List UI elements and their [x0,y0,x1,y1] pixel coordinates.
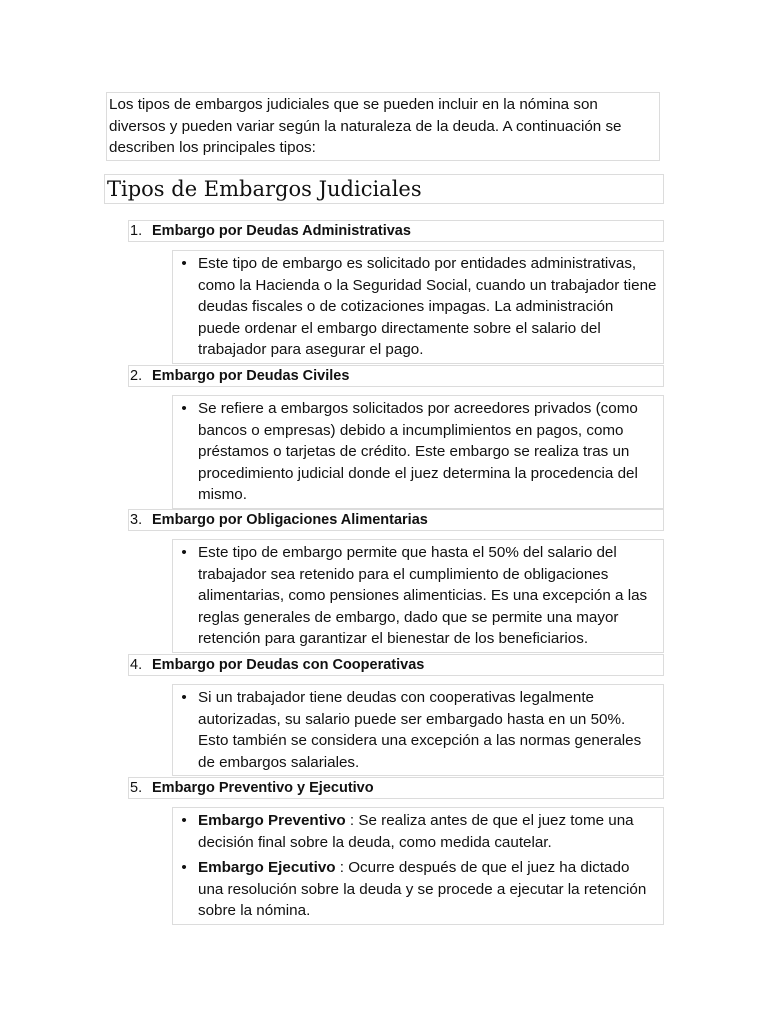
bullet-item [173,685,663,775]
intro-paragraph: Los tipos de embargos judiciales que se pueden incluir en la nómina son diversos y pueden variar según la naturaleza de la deuda. A continuación se describen los principales tipos: [106,92,660,161]
list-item-title-4 [128,654,664,676]
bullet-lead: Embargo Preventivo [198,812,346,829]
bullet-icon: • [181,812,187,829]
bullet-item [173,540,663,652]
list-item-title-3 [128,509,664,531]
list-title-text: Embargo por Obligaciones Alimentarias [152,512,428,528]
section-heading: Tipos de Embargos Judiciales [104,174,664,204]
bullet-item [173,855,663,924]
bullet-text: : Se realiza antes de que el juez tome una decisión final sobre la deuda, como medida cautelar. [198,812,634,851]
list-item-title-1 [128,220,664,242]
bullet-icon: • [181,859,187,876]
bullet-icon: • [181,400,187,417]
list-number: 2. [130,368,143,384]
bullet-group-2 [172,395,664,509]
list-title-text: Embargo por Deudas Administrativas [152,223,411,239]
list-title-text: Embargo por Deudas con Cooperativas [152,657,425,673]
bullet-group-1 [172,250,664,364]
list-number: 5. [130,780,143,796]
bullet-item [173,251,663,363]
list-item-title-5 [128,777,664,799]
bullet-icon: • [181,544,187,561]
list-number: 4. [130,657,143,673]
bullet-item [173,808,663,855]
bullet-item [173,396,663,508]
bullet-icon: • [181,689,187,706]
bullet-text: : Ocurre después de que el juez ha dictado una resolución sobre la deuda y se procede a ejecutar la retención sobre la nómina. [198,859,647,919]
bullet-icon: • [181,255,187,272]
bullet-group-5 [172,807,664,925]
bullet-lead: Embargo Ejecutivo [198,859,336,876]
list-number: 1. [130,223,143,239]
bullet-group-4 [172,684,664,776]
bullet-text: Se refiere a embargos solicitados por acreedores privados (como bancos o empresas) debido a incumplimientos en pagos, como préstamos o tarjetas de crédito. Este embargo se realiza tras un procedimiento judicial donde el juez determina la procedencia del mismo. [198,400,638,503]
bullet-group-3 [172,539,664,653]
bullet-text: Si un trabajador tiene deudas con cooperativas legalmente autorizadas, su salario puede ser embargado hasta en un 50%. Esto también se considera una excepción a las normas generales de embargos salariales. [198,689,642,771]
list-number: 3. [130,512,143,528]
bullet-text: Este tipo de embargo permite que hasta el 50% del salario del trabajador sea retenido para el cumplimiento de obligaciones alimentarias, como pensiones alimenticias. Es una excepción a las reglas generales de embargo, dado que se permite una mayor retención para garantizar el bienestar de los beneficiarios. [198,544,648,647]
list-item-title-2 [128,365,664,387]
list-title-text: Embargo por Deudas Civiles [152,368,350,384]
list-title-text: Embargo Preventivo y Ejecutivo [152,780,374,796]
bullet-text: Este tipo de embargo es solicitado por entidades administrativas, como la Hacienda o la Seguridad Social, cuando un trabajador tiene deudas fiscales o de cotizaciones impagas. La administración puede ordenar el embargo directamente sobre el salario del trabajador para asegurar el pago. [198,255,657,358]
